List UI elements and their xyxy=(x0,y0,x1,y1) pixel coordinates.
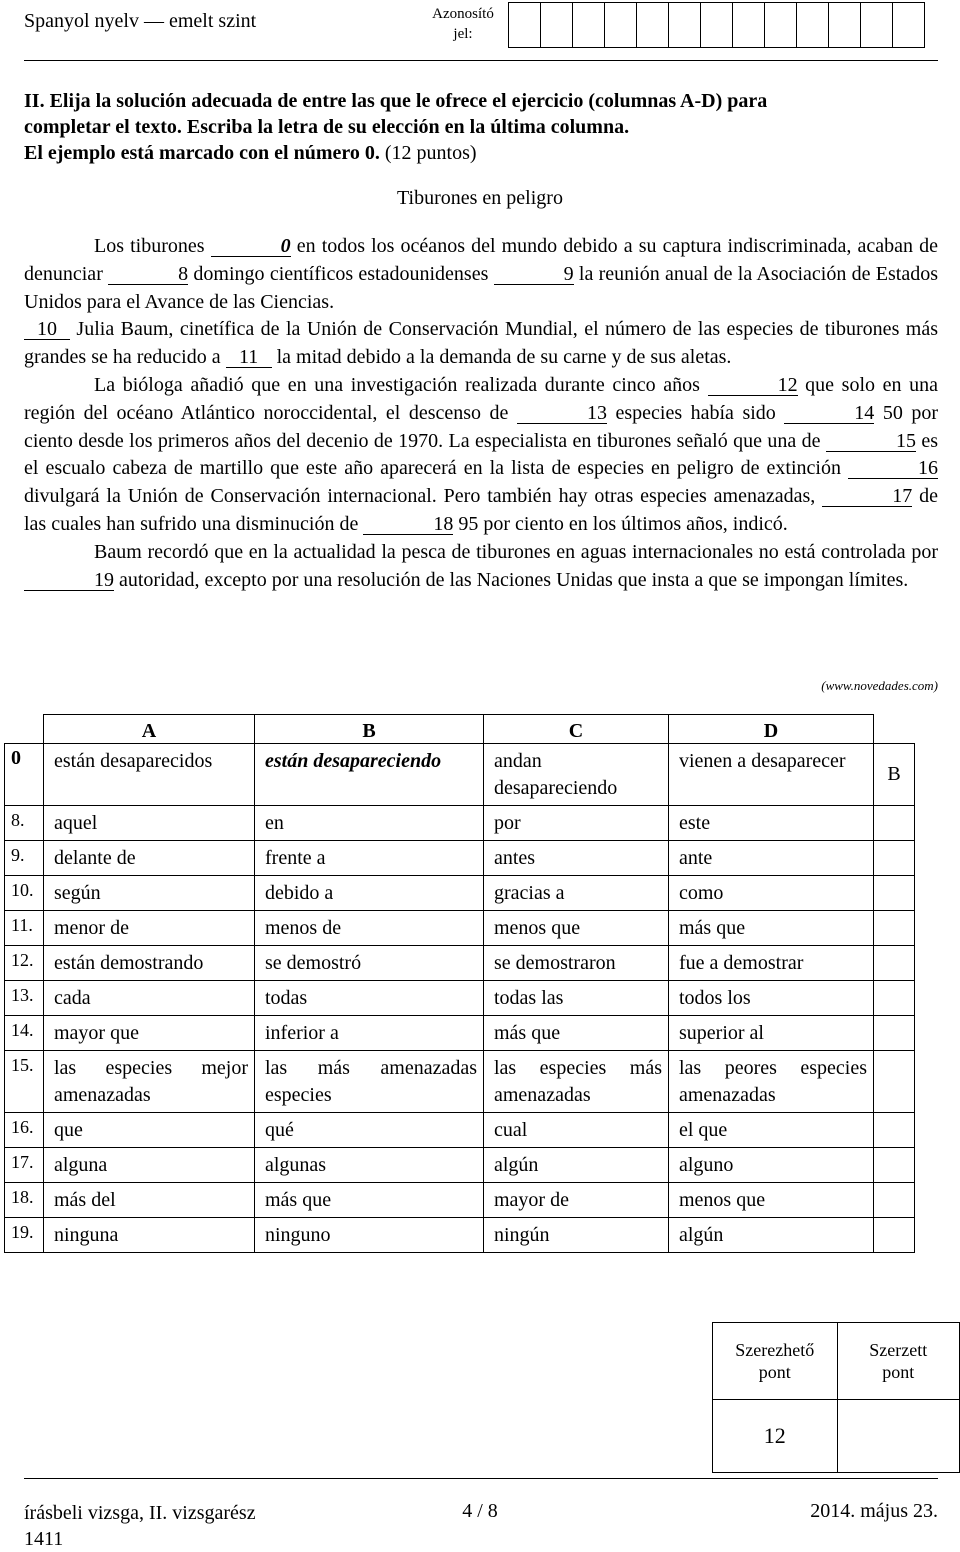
text-segment: especies había sido xyxy=(606,401,785,424)
text-title: Tiburones en peligro xyxy=(397,187,563,209)
option-b: qué xyxy=(255,1113,484,1148)
row-number: 15. xyxy=(5,1051,44,1113)
option-c: mayor de xyxy=(484,1183,669,1218)
option-a: cada xyxy=(44,981,255,1016)
answer-cell[interactable] xyxy=(874,911,915,946)
option-a: ninguna xyxy=(44,1218,255,1253)
row-number: 11. xyxy=(5,911,44,946)
option-d: menos que xyxy=(669,1183,874,1218)
table-row xyxy=(5,806,915,841)
option-d: vienen a desaparecer xyxy=(669,744,874,806)
option-d: como xyxy=(669,876,874,911)
id-code-box[interactable] xyxy=(828,2,860,48)
option-c: antes xyxy=(484,841,669,876)
text-segment: domingo científicos estadounidenses xyxy=(188,262,494,285)
id-code-boxes xyxy=(508,2,925,48)
option-c: más que xyxy=(484,1016,669,1051)
id-code-box[interactable] xyxy=(892,2,925,48)
exam-subject: Spanyol nyelv — emelt szint xyxy=(24,10,257,32)
row-number: 10. xyxy=(5,876,44,911)
paragraph-3 xyxy=(24,372,938,539)
option-b: algunas xyxy=(255,1148,484,1183)
column-header-c: C xyxy=(484,715,669,744)
id-code-box[interactable] xyxy=(508,2,540,48)
gap-10: 10 xyxy=(24,319,70,340)
gap-16: 16 xyxy=(848,458,938,479)
table-row xyxy=(5,1218,915,1253)
id-code-box[interactable] xyxy=(540,2,572,48)
text-segment: autoridad, excepto por una resolución de las Naciones Unidas que insta a que se impongan límites. xyxy=(114,568,909,591)
answer-cell[interactable] xyxy=(874,1113,915,1148)
option-b: ninguno xyxy=(255,1218,484,1253)
table-row xyxy=(5,1148,915,1183)
table-row xyxy=(5,876,915,911)
table-row xyxy=(5,744,915,806)
option-b: frente a xyxy=(255,841,484,876)
text-segment: la reunión anual de la Asociación de Estados Unidos para el Avance de las Ciencias. xyxy=(24,262,939,313)
option-c: cual xyxy=(484,1113,669,1148)
gap-15: 15 xyxy=(826,431,916,452)
gap-9: 9 xyxy=(494,264,574,285)
task-points: (12 puntos) xyxy=(384,142,477,164)
option-a: están demostrando xyxy=(44,946,255,981)
answer-cell[interactable] xyxy=(874,981,915,1016)
source-citation: (www.novedades.com) xyxy=(821,678,938,693)
option-c: por xyxy=(484,806,669,841)
score-header-row xyxy=(713,1323,960,1400)
id-code-box[interactable] xyxy=(732,2,764,48)
gap-14: 14 xyxy=(784,403,874,424)
option-a: están desaparecidos xyxy=(44,744,255,806)
table-row xyxy=(5,841,915,876)
option-c: menos que xyxy=(484,911,669,946)
text-segment: que solo en una región del océano Atlántico noroccidental, el descenso de xyxy=(24,373,939,424)
header-spacer xyxy=(874,715,915,744)
instruction-line3 xyxy=(24,140,938,166)
option-a: alguna xyxy=(44,1148,255,1183)
row-number: 13. xyxy=(5,981,44,1016)
text-segment: Los tiburones xyxy=(94,235,211,257)
option-a: mayor que xyxy=(44,1016,255,1051)
option-a: delante de xyxy=(44,841,255,876)
score-box xyxy=(712,1322,960,1473)
footer-exam-code: 1411 xyxy=(24,1528,64,1550)
row-number: 18. xyxy=(5,1183,44,1218)
max-points-label-line2: pont xyxy=(758,1362,791,1382)
option-b: en xyxy=(255,806,484,841)
text-segment: la mitad debido a la demanda de su carne y de sus aletas. xyxy=(271,346,732,369)
row-number: 12. xyxy=(5,946,44,981)
option-d: más que xyxy=(669,911,874,946)
option-d: ante xyxy=(669,841,874,876)
id-code-box[interactable] xyxy=(668,2,700,48)
score-value-row xyxy=(713,1400,960,1473)
gap-8: 8 xyxy=(108,264,188,285)
option-a: más del xyxy=(44,1183,255,1218)
option-c: gracias a xyxy=(484,876,669,911)
option-b: las más amenazadas especies xyxy=(255,1051,484,1113)
gap-11: 11 xyxy=(226,347,272,368)
instruction-line1: II. Elija la solución adecuada de entre las que le ofrece el ejercicio (columnas A-D) para xyxy=(24,90,768,112)
earned-points-label xyxy=(837,1323,960,1400)
table-row xyxy=(5,981,915,1016)
table-header-row xyxy=(5,715,915,744)
column-header-d: D xyxy=(669,715,874,744)
id-code-box[interactable] xyxy=(636,2,668,48)
row-number: 9. xyxy=(5,841,44,876)
option-d: algún xyxy=(669,1218,874,1253)
header-divider xyxy=(24,60,938,61)
option-d: fue a demostrar xyxy=(669,946,874,981)
answer-cell[interactable] xyxy=(874,841,915,876)
id-label xyxy=(418,4,508,44)
id-label-line2: jel: xyxy=(453,26,473,42)
option-a: menor de xyxy=(44,911,255,946)
gap-13: 13 xyxy=(517,403,607,424)
option-b: más que xyxy=(255,1183,484,1218)
answer-cell[interactable] xyxy=(874,946,915,981)
options-table xyxy=(4,714,915,1253)
max-points-value: 12 xyxy=(713,1400,838,1473)
option-d: el que xyxy=(669,1113,874,1148)
option-c: las especies más amenazadas xyxy=(484,1051,669,1113)
option-d: alguno xyxy=(669,1148,874,1183)
option-b: inferior a xyxy=(255,1016,484,1051)
option-d: este xyxy=(669,806,874,841)
table-row xyxy=(5,911,915,946)
answer-cell[interactable] xyxy=(874,1218,915,1253)
answer-cell[interactable] xyxy=(874,1016,915,1051)
id-label-line1: Azonosító xyxy=(432,6,494,22)
row-number: 17. xyxy=(5,1148,44,1183)
exam-date: 2014. május 23. xyxy=(810,1500,938,1522)
instruction-line3-text: El ejemplo está marcado con el número 0. xyxy=(24,142,380,164)
text-segment: Julia Baum, cinetífica de la Unión de Conservación Mundial, el número de las especies de tiburones más grandes se ha reducido a xyxy=(24,318,938,369)
earned-points-value[interactable] xyxy=(837,1400,960,1473)
id-code-box[interactable] xyxy=(860,2,892,48)
gap-fill-text xyxy=(24,233,938,594)
option-b: todas xyxy=(255,981,484,1016)
id-code-box[interactable] xyxy=(796,2,828,48)
footer-exam-part: írásbeli vizsga, II. vizsgarész xyxy=(24,1502,256,1524)
option-c: ningún xyxy=(484,1218,669,1253)
answer-cell[interactable] xyxy=(874,1183,915,1218)
text-segment: en todos los océanos del mundo debido a su captura indiscriminada, acaban de denunciar xyxy=(24,235,938,285)
footer-exam-info xyxy=(24,1500,256,1552)
option-a: según xyxy=(44,876,255,911)
option-c: algún xyxy=(484,1148,669,1183)
answer-cell[interactable] xyxy=(874,806,915,841)
id-code-box[interactable] xyxy=(700,2,732,48)
option-a: las especies mejor amenazadas xyxy=(44,1051,255,1113)
earned-points-label-line2: pont xyxy=(882,1362,915,1382)
text-segment: 50 por ciento desde los primeros años del decenio de 1970. La especialista en tiburones señaló que una de xyxy=(24,401,938,452)
task-instruction xyxy=(24,88,938,166)
answer-cell[interactable] xyxy=(874,1148,915,1183)
table-row xyxy=(5,1183,915,1218)
row-number: 16. xyxy=(5,1113,44,1148)
id-code-box[interactable] xyxy=(764,2,796,48)
paragraph-1 xyxy=(24,233,938,316)
row-number: 0 xyxy=(5,744,44,806)
gap-19: 19 xyxy=(24,570,114,591)
gap-18: 18 xyxy=(363,514,453,535)
instruction-line2: completar el texto. Escriba la letra de su elección en la última columna. xyxy=(24,116,630,138)
option-b: están desapareciendo xyxy=(255,744,484,806)
paragraph-2 xyxy=(24,316,938,372)
gap-17: 17 xyxy=(822,486,912,507)
footer-divider xyxy=(24,1478,938,1479)
option-c: se demostraron xyxy=(484,946,669,981)
page-number: 4 / 8 xyxy=(462,1500,498,1522)
row-number: 19. xyxy=(5,1218,44,1253)
text-segment: divulgará la Unión de Conservación internacional. Pero también hay otras especies amenazadas, xyxy=(24,485,823,508)
option-a: aquel xyxy=(44,806,255,841)
gap-0: 0 xyxy=(211,236,291,257)
option-b: se demostró xyxy=(255,946,484,981)
row-number: 8. xyxy=(5,806,44,841)
answer-cell[interactable]: B xyxy=(874,744,915,806)
table-row xyxy=(5,1051,915,1113)
column-header-a: A xyxy=(44,715,255,744)
text-segment: 95 por ciento en los últimos años, indicó. xyxy=(453,512,788,535)
paragraph-4 xyxy=(24,539,938,595)
answer-cell[interactable] xyxy=(874,876,915,911)
text-segment: de las cuales han sufrido una disminución de xyxy=(24,485,938,535)
answer-cell[interactable] xyxy=(874,1051,915,1113)
option-b: menos de xyxy=(255,911,484,946)
max-points-label-line1: Szerezhető xyxy=(735,1340,815,1360)
row-number: 14. xyxy=(5,1016,44,1051)
option-c: todas las xyxy=(484,981,669,1016)
column-header-b: B xyxy=(255,715,484,744)
text-segment: es el escualo cabeza de martillo que este año aparecerá en la lista de especies en peligro de extinción xyxy=(24,429,938,480)
option-c: andan desapareciendo xyxy=(484,744,669,806)
gap-12: 12 xyxy=(708,375,798,396)
table-row xyxy=(5,946,915,981)
earned-points-label-line1: Szerzett xyxy=(869,1340,928,1360)
table-row xyxy=(5,1113,915,1148)
id-code-box[interactable] xyxy=(572,2,604,48)
table-row xyxy=(5,1016,915,1051)
option-a: que xyxy=(44,1113,255,1148)
id-code-box[interactable] xyxy=(604,2,636,48)
max-points-label xyxy=(713,1323,838,1400)
header-spacer xyxy=(5,715,44,744)
text-segment: Baum recordó que en la actualidad la pesca de tiburones en aguas internacionales no está controlada por xyxy=(94,540,938,563)
option-d: todos los xyxy=(669,981,874,1016)
option-b: debido a xyxy=(255,876,484,911)
text-segment: La bióloga añadió que en una investigación realizada durante cinco años xyxy=(94,373,708,396)
option-d: las peores especies amenazadas xyxy=(669,1051,874,1113)
option-d: superior al xyxy=(669,1016,874,1051)
